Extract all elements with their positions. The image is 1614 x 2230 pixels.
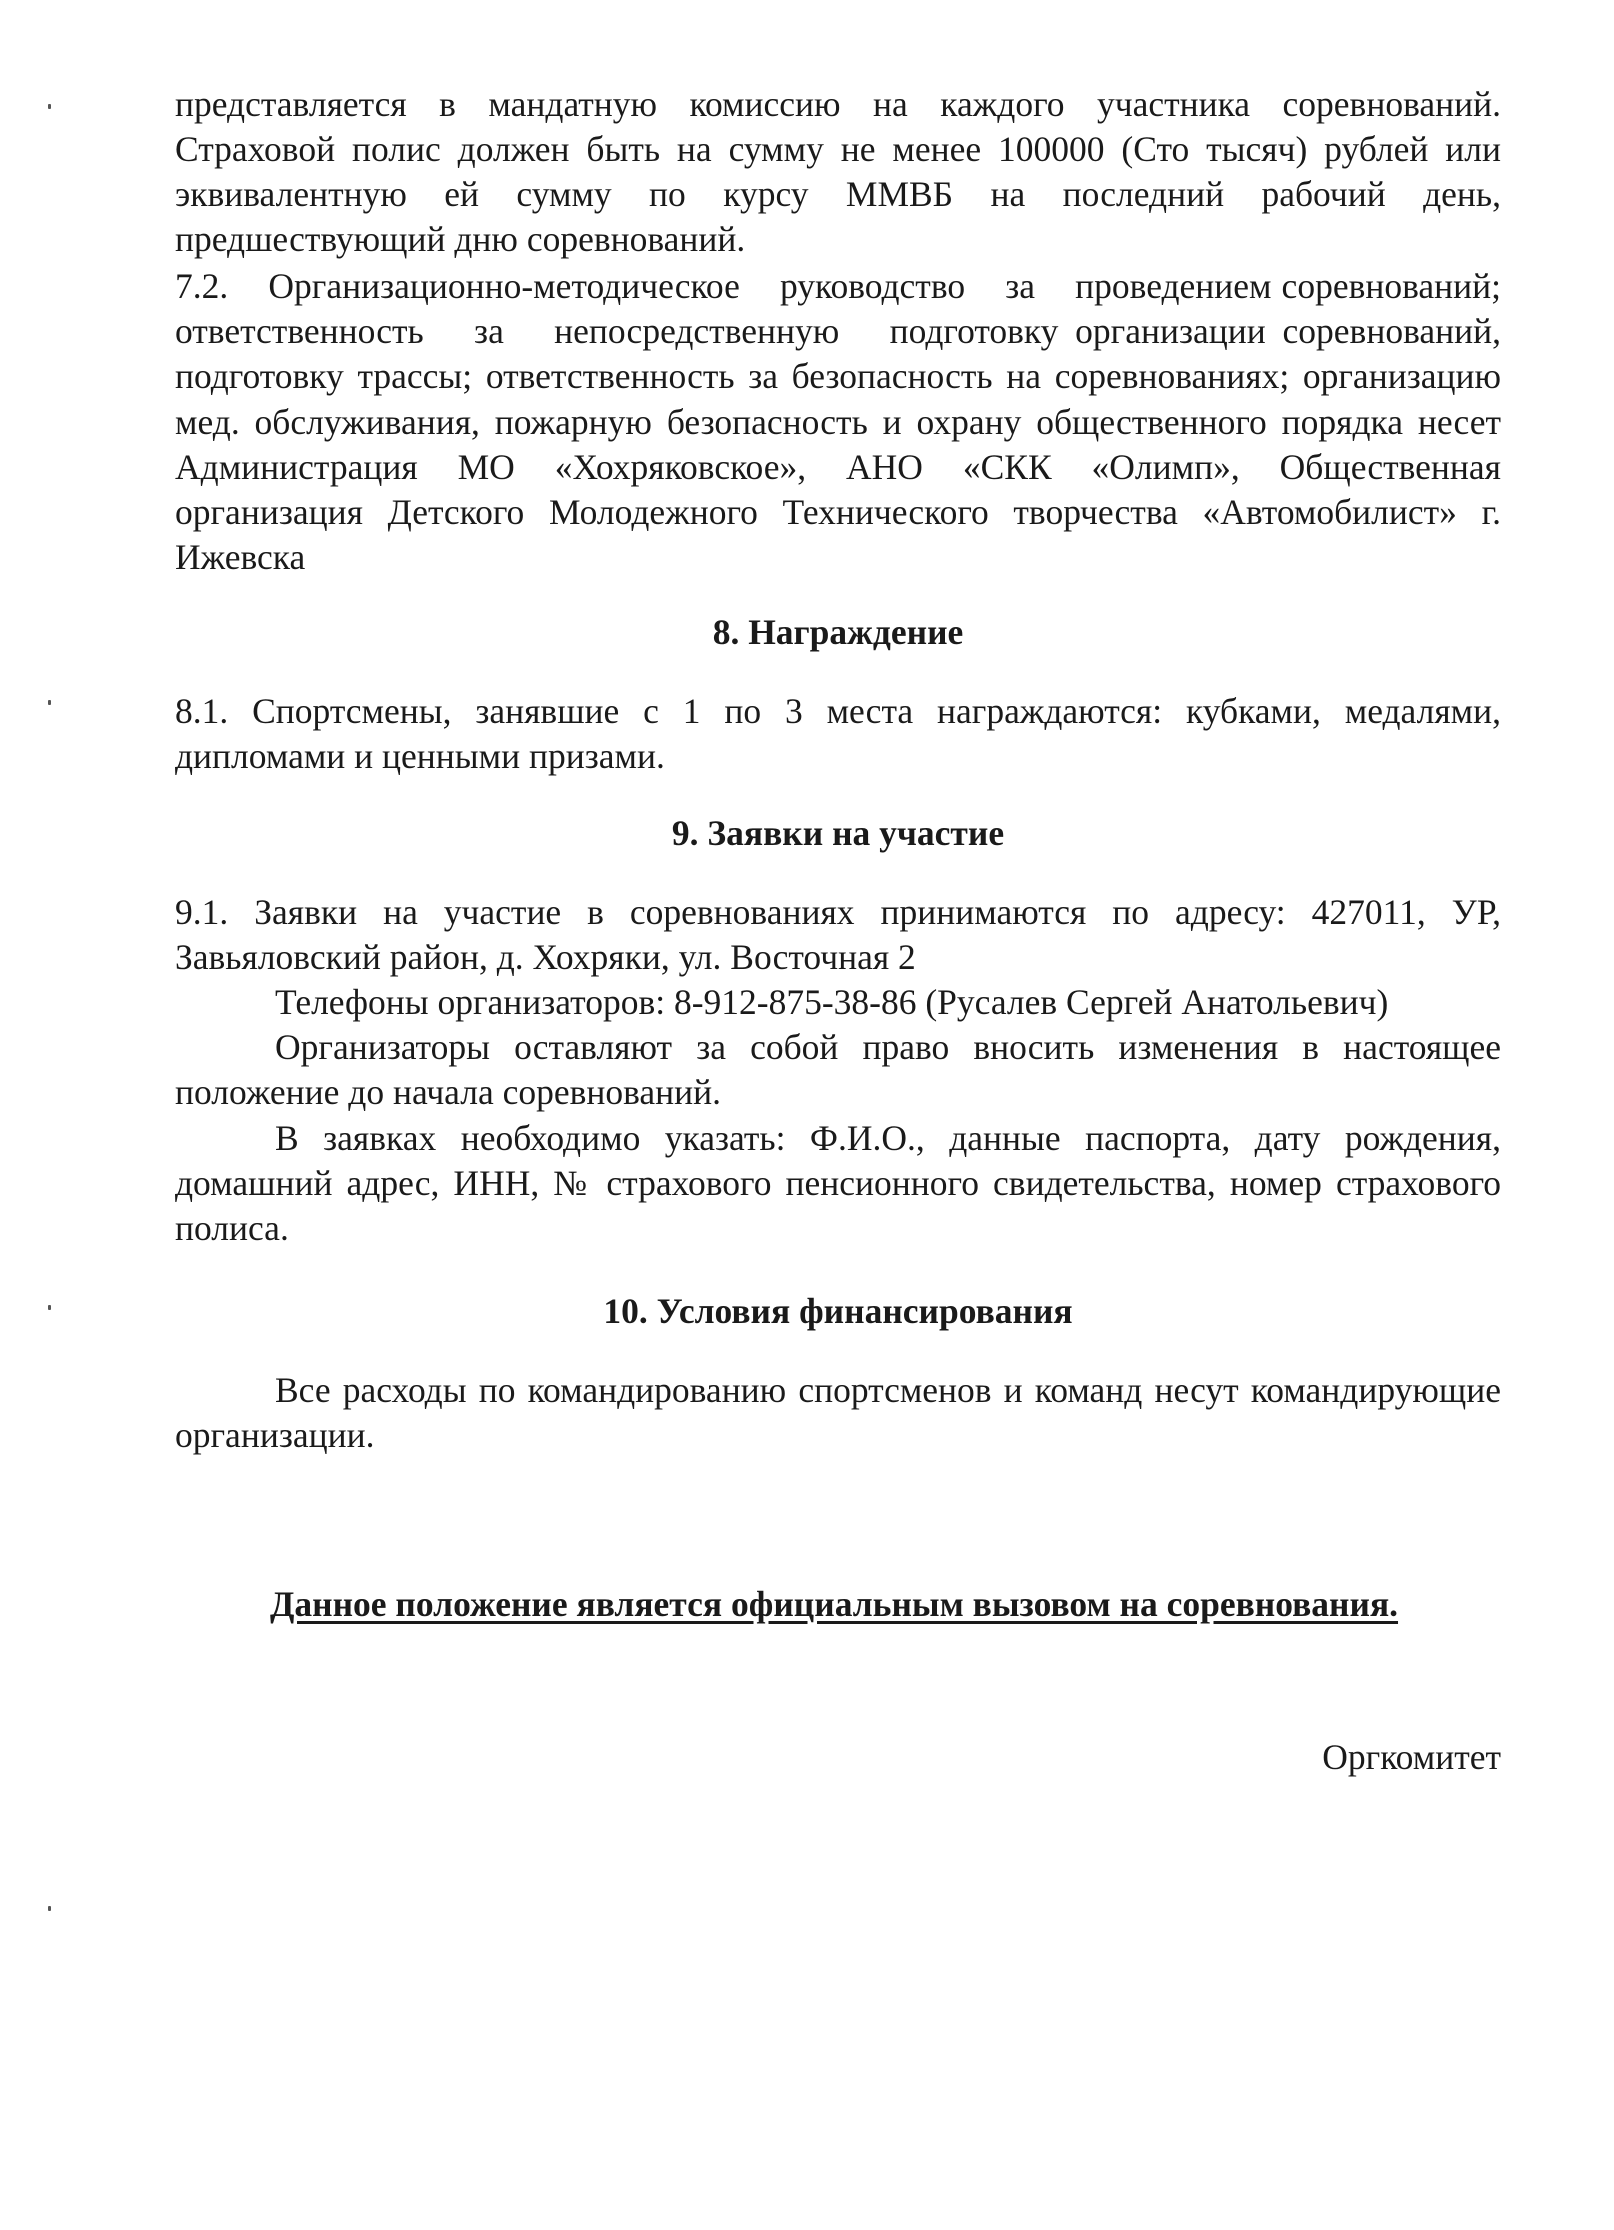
scan-mark xyxy=(48,1305,51,1310)
item-9-1-paragraph: 9.1. Заявки на участие в соревнованиях принимаются по адресу: 427011, УР, Завьяловский район, д. Хохряки, ул. Восточная 2 xyxy=(175,892,1501,978)
scan-mark xyxy=(48,1906,51,1911)
intro-paragraph: представляется в мандатную комиссию на каждого участника соревнований. Страховой полис должен быть на сумму не менее 100000 (Сто тысяч) рублей или эквивалентную ей сумму по курсу ММВБ на последний рабочий день, предшествующий дню соревнований. xyxy=(175,84,1501,260)
document-page xyxy=(175,82,1528,1816)
financing-paragraph: Все расходы по командированию спортсменов и команд несут командирующие организации. xyxy=(175,1369,1501,1455)
requirements-paragraph: В заявках необходимо указать: Ф.И.О., данные паспорта, дату рождения, домашний адрес, ИНН, № страхового пенсионного свидетельства, номер страхового полиса. xyxy=(175,1117,1501,1248)
scan-mark xyxy=(48,104,51,109)
section-9-heading: 9. Заявки на участие xyxy=(671,813,1005,854)
signature-orgcommittee: Оргкомитет xyxy=(1322,1737,1501,1778)
section-10-heading: 10. Условия финансирования xyxy=(603,1290,1073,1331)
official-notice: Данное положение является официальным вызовом на соревнования. xyxy=(269,1584,1399,1625)
scan-mark xyxy=(48,700,51,705)
changes-paragraph: Организаторы оставляют за собой право вносить изменения в настоящее положение до начала соревнований. xyxy=(175,1027,1501,1113)
phones-paragraph: Телефоны организаторов: 8-912-875-38-86 (Русалев Сергей Анатольевич) xyxy=(275,982,1389,1023)
item-8-1-paragraph: 8.1. Спортсмены, занявшие с 1 по 3 места награждаются: кубками, медалями, дипломами и ценными призами. xyxy=(175,690,1501,777)
item-7-2-paragraph: 7.2. Организационно-методическое руководство за проведением соревнований; ответственность за непосредственную подготовку организации соревнований, подготовку трассы; ответственность за безопасность на соревнованиях; организацию мед. обслуживания, пожарную безопасность и охрану общественного порядка несет Администрация МО «Хохряковское», АНО «СКК «Олимп», Общественная организация Детского Молодежного Технического творчества «Автомобилист» г. Ижевска xyxy=(175,266,1528,577)
section-8-heading: 8. Награждение xyxy=(712,611,964,652)
